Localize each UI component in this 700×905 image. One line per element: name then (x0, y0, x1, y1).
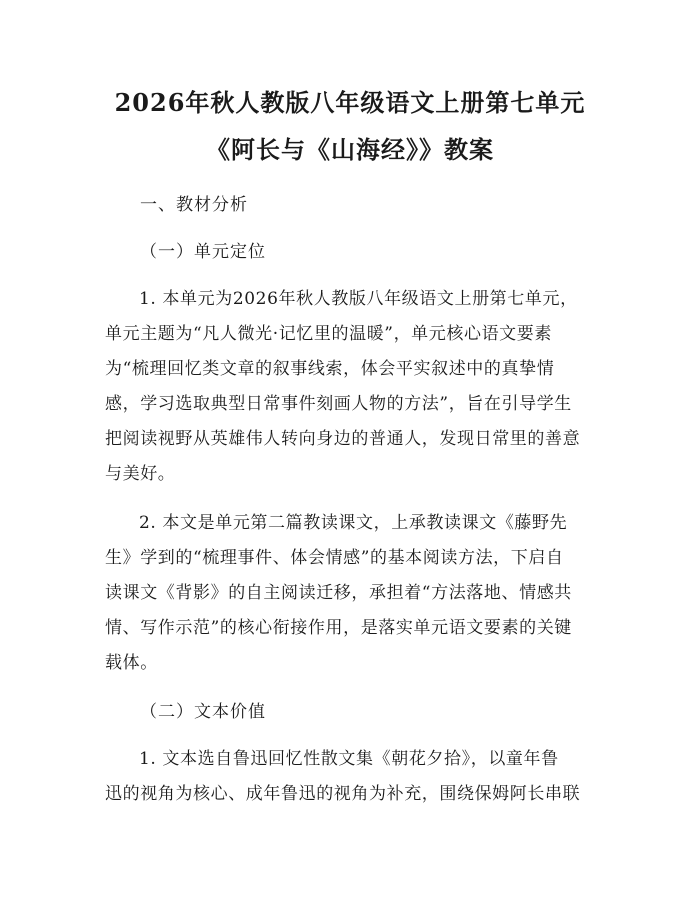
paragraph-line: 单元主题为“凡人微光·记忆里的温暖”，单元核心语文要素 (105, 324, 552, 344)
subsection-heading-text-value: （二）文本价值 (140, 702, 266, 722)
paragraph-unit-positioning-1 (105, 282, 595, 492)
paragraph-line: 感，学习选取典型日常事件刻画人物的方法”，旨在引导学生 (105, 394, 572, 414)
section-heading-textbook-analysis: 一、教材分析 (140, 195, 248, 215)
paragraph-line: 2. 本文是单元第二篇教读课文，上承教读课文《藤野先 (139, 513, 568, 533)
paragraph-line: 为“梳理回忆类文章的叙事线索，体会平实叙述中的真挚情 (105, 359, 555, 379)
paragraph-line: 生》学到的“梳理事件、体会情感”的基本阅读方法，下启自 (105, 548, 564, 568)
paragraph-line: 1. 文本选自鲁迅回忆性散文集《朝花夕拾》，以童年鲁 (139, 749, 559, 769)
paragraph-line: 迅的视角为核心、成年鲁迅的视角为补充，围绕保姆阿长串联 (105, 784, 581, 804)
paragraph-line: 把阅读视野从英雄伟人转向身边的普通人，发现日常里的善意 (105, 429, 581, 449)
paragraph-line: 1. 本单元为2026年秋人教版八年级语文上册第七单元， (139, 289, 578, 309)
paragraph-line: 读课文《背影》的自主阅读迁移，承担着“方法落地、情感共 (105, 583, 572, 603)
paragraph-line: 与美好。 (105, 464, 176, 484)
paragraph-line: 载体。 (105, 653, 158, 673)
paragraph-line: 情、写作示范”的核心衔接作用，是落实单元语文要素的关键 (105, 618, 572, 638)
paragraph-text-value-1 (105, 742, 595, 812)
subsection-heading-unit-positioning: （一）单元定位 (140, 242, 266, 262)
paragraph-unit-positioning-2 (105, 506, 595, 681)
document-title-line-2: 《阿长与《山海经》》教案 (206, 135, 494, 164)
document-title-line-1: 2026年秋人教版八年级语文上册第七单元 (114, 88, 586, 117)
